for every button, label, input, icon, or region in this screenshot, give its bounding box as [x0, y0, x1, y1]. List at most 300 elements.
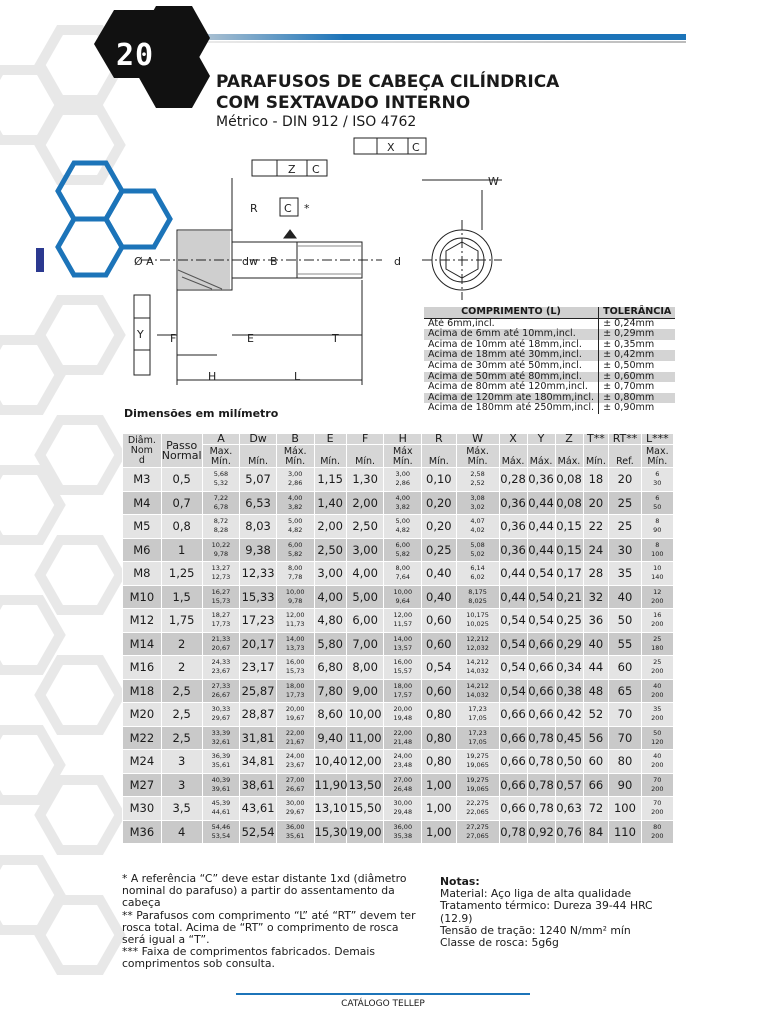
range-value: 200	[651, 831, 664, 840]
range-value: 17,23	[468, 728, 487, 737]
dimensions-table	[122, 433, 674, 844]
table-cell: 0,80	[422, 726, 456, 750]
table-cell: M8	[123, 562, 162, 586]
range-value: 29,67	[211, 714, 231, 723]
table-cell: 0,25	[555, 609, 583, 633]
table-cell: 8,03	[240, 515, 277, 539]
table-cell	[202, 656, 240, 680]
tolerance-value: ± 0,90mm	[599, 403, 676, 414]
table-cell: 15,33	[240, 585, 277, 609]
label-R: R	[250, 202, 258, 215]
tolerance-value: ± 0,80mm	[599, 393, 676, 404]
range-value: 15,57	[393, 667, 413, 676]
range-value: 23,67	[285, 761, 305, 770]
table-cell	[276, 515, 314, 539]
table-cell	[384, 515, 422, 539]
table-cell: 25	[609, 491, 641, 515]
range-value: 4,07	[470, 517, 485, 526]
table-cell: 84	[583, 820, 609, 844]
table-cell: 1,5	[161, 585, 202, 609]
table-cell: 12,00	[346, 750, 384, 774]
range-value: 53,54	[211, 831, 231, 840]
range-value: 4,82	[395, 526, 411, 535]
label-W: W	[488, 175, 499, 188]
table-cell	[384, 679, 422, 703]
column-subheader: Máx.	[499, 445, 527, 468]
range-value: 5,08	[470, 540, 485, 549]
column-subheader: Mín.	[583, 445, 609, 468]
range-value: 22,065	[466, 808, 489, 817]
range-value: 5,68	[213, 470, 229, 479]
table-cell: 31,81	[240, 726, 277, 750]
tolerance-value: ± 0,42mm	[599, 350, 676, 361]
table-cell	[276, 491, 314, 515]
table-cell: M3	[123, 468, 162, 492]
range-value: 4,02	[470, 526, 485, 535]
range-value: 35,38	[393, 831, 413, 840]
table-cell: 0,45	[555, 726, 583, 750]
range-value: 200	[651, 690, 664, 699]
table-cell: 2,5	[161, 726, 202, 750]
range-value: 9,78	[213, 549, 229, 558]
label-dw: dw	[242, 255, 258, 268]
range-value: 15,73	[285, 667, 305, 676]
table-cell	[202, 820, 240, 844]
table-row	[123, 750, 674, 774]
table-cell	[276, 468, 314, 492]
table-cell: 1,40	[314, 491, 346, 515]
table-cell: 25	[609, 515, 641, 539]
table-cell: 3,5	[161, 797, 202, 821]
column-subheader: Max. Mín.	[202, 445, 240, 468]
table-cell: 8,00	[346, 656, 384, 680]
range-value: 17,05	[468, 714, 487, 723]
range-value: 18,00	[393, 681, 413, 690]
table-cell	[202, 750, 240, 774]
table-cell: 0,29	[555, 632, 583, 656]
table-cell: 0,44	[527, 491, 555, 515]
table-cell: 0,78	[527, 773, 555, 797]
column-header: A	[202, 434, 240, 445]
range-value: 17,05	[468, 737, 487, 746]
range-value: 200	[651, 667, 664, 676]
table-cell: 0,66	[527, 703, 555, 727]
range-value: 3,00	[395, 470, 411, 479]
table-row	[123, 515, 674, 539]
label-A: Ø A	[134, 255, 154, 268]
table-cell: 0,60	[422, 632, 456, 656]
table-cell	[456, 726, 499, 750]
table-cell	[202, 632, 240, 656]
table-cell: 0,54	[527, 585, 555, 609]
table-row	[123, 609, 674, 633]
range-value: 9,78	[287, 596, 303, 605]
range-value: 5,00	[287, 517, 303, 526]
column-header: Z	[555, 434, 583, 445]
table-cell	[276, 703, 314, 727]
table-cell	[456, 797, 499, 821]
table-cell: 4	[161, 820, 202, 844]
table-cell	[641, 820, 673, 844]
range-value: 6,00	[287, 540, 303, 549]
range-value: 20,67	[211, 643, 231, 652]
table-cell: 0,7	[161, 491, 202, 515]
table-cell: 15,30	[314, 820, 346, 844]
table-cell	[456, 538, 499, 562]
range-value: 35,61	[285, 831, 305, 840]
range-value: 5,02	[470, 549, 485, 558]
range-value: 21,33	[211, 634, 231, 643]
range-value: 3,00	[287, 470, 303, 479]
header-accent-bar	[160, 34, 686, 40]
table-cell: 24	[583, 538, 609, 562]
table-cell: 0,78	[527, 726, 555, 750]
table-cell: 0,44	[499, 585, 527, 609]
table-cell	[641, 562, 673, 586]
range-value: 24,00	[393, 752, 413, 761]
table-cell: 0,20	[422, 491, 456, 515]
range-value: 18,00	[285, 681, 305, 690]
range-value: 6,02	[470, 573, 485, 582]
table-cell	[456, 656, 499, 680]
table-cell	[456, 750, 499, 774]
label-L: L	[294, 370, 301, 383]
table-row	[123, 703, 674, 727]
table-cell	[456, 468, 499, 492]
range-value: 35,61	[211, 761, 231, 770]
table-row	[123, 562, 674, 586]
table-cell	[384, 632, 422, 656]
range-value: 22,00	[393, 728, 413, 737]
range-value: 15,73	[211, 596, 231, 605]
column-subheader: Max. Mín.	[641, 445, 673, 468]
table-cell	[202, 703, 240, 727]
range-value: 200	[651, 761, 664, 770]
tolerance-length: Acima de 80mm até 120mm,incl.	[428, 381, 588, 393]
table-cell: 1,25	[161, 562, 202, 586]
tolerance-value: ± 0,29mm	[599, 329, 676, 340]
table-row	[123, 797, 674, 821]
range-value: 11,73	[285, 620, 305, 629]
table-cell	[276, 750, 314, 774]
table-cell: 0,66	[527, 679, 555, 703]
range-value: 200	[651, 784, 664, 793]
range-value: 4,82	[287, 526, 303, 535]
range-value: 39,61	[211, 784, 231, 793]
table-cell: 2,00	[314, 515, 346, 539]
column-header: W	[456, 434, 499, 445]
table-row	[123, 679, 674, 703]
table-cell: 34,81	[240, 750, 277, 774]
table-cell: 0,08	[555, 491, 583, 515]
tolerance-value: ± 0,35mm	[599, 340, 676, 351]
tolerance-length: Acima de 30mm até 50mm,incl.	[428, 359, 582, 371]
range-value: 12	[653, 587, 662, 596]
tolerance-value: ± 0,24mm	[599, 318, 676, 329]
table-cell: 0,44	[499, 562, 527, 586]
table-cell: 13,50	[346, 773, 384, 797]
range-value: 5,82	[287, 549, 303, 558]
table-cell: 36	[583, 609, 609, 633]
range-value: 14,032	[466, 690, 489, 699]
note-heat-treatment: Tratamento térmico: Dureza 39-44 HRC (12.9)	[440, 899, 653, 925]
column-subheader: Mín.	[422, 445, 456, 468]
table-cell: 0,54	[499, 632, 527, 656]
table-row	[123, 585, 674, 609]
range-value: 5,00	[395, 517, 411, 526]
label-Z: Z	[288, 163, 296, 176]
table-cell: 43,61	[240, 797, 277, 821]
range-value: 2,52	[470, 479, 485, 488]
table-cell: 66	[583, 773, 609, 797]
table-cell	[456, 515, 499, 539]
column-header: L***	[641, 434, 673, 445]
range-value: 6	[655, 493, 660, 502]
table-cell: 1,00	[422, 820, 456, 844]
range-value: 5,32	[213, 479, 229, 488]
range-value: 10,00	[393, 587, 413, 596]
table-cell: 1,75	[161, 609, 202, 633]
table-row	[123, 820, 674, 844]
range-value: 22,275	[466, 799, 489, 808]
table-cell	[384, 703, 422, 727]
table-cell: 13,10	[314, 797, 346, 821]
table-cell: 30	[609, 538, 641, 562]
table-cell	[384, 538, 422, 562]
table-row	[123, 538, 674, 562]
table-cell: 6,80	[314, 656, 346, 680]
label-C-ref: C	[284, 202, 292, 215]
table-cell: 7,00	[346, 632, 384, 656]
dimensions-title: Dimensões em milímetro	[124, 407, 279, 420]
table-cell	[202, 726, 240, 750]
range-value: 10,175	[466, 611, 489, 620]
footnotes	[122, 873, 422, 971]
table-cell: 9,40	[314, 726, 346, 750]
table-cell: 0,44	[527, 538, 555, 562]
range-value: 12,212	[466, 634, 489, 643]
range-value: 90	[653, 526, 662, 535]
range-value: 10,025	[466, 620, 489, 629]
range-value: 36,00	[285, 822, 305, 831]
table-cell: 0,66	[499, 773, 527, 797]
table-cell: 2	[161, 632, 202, 656]
table-cell: 4,00	[346, 562, 384, 586]
table-cell: 1,30	[346, 468, 384, 492]
table-cell: 0,54	[499, 679, 527, 703]
table-cell: 5,80	[314, 632, 346, 656]
table-cell: 40	[583, 632, 609, 656]
table-cell: 28	[583, 562, 609, 586]
range-value: 26,67	[211, 690, 231, 699]
table-cell: M16	[123, 656, 162, 680]
table-cell: 20,17	[240, 632, 277, 656]
range-value: 50	[653, 502, 662, 511]
table-cell	[456, 820, 499, 844]
table-cell	[276, 679, 314, 703]
table-cell	[456, 773, 499, 797]
range-value: 8,175	[468, 587, 487, 596]
table-cell	[276, 820, 314, 844]
table-cell: 0,80	[422, 750, 456, 774]
title-line-1: PARAFUSOS DE CABEÇA CILÍNDRICA	[216, 72, 560, 92]
tolerance-header-length: COMPRIMENTO (L)	[424, 307, 599, 318]
table-cell	[456, 679, 499, 703]
column-header: E	[314, 434, 346, 445]
footnote-2: ** Parafusos com comprimento “L” até “RT” devem ter rosca total. Acima de “RT” o comprimento de rosca será igual a “T”.	[122, 908, 416, 947]
range-value: 6,00	[395, 540, 411, 549]
page-number: 20	[115, 38, 155, 73]
table-cell: 2	[161, 656, 202, 680]
range-value: 16,27	[211, 587, 231, 596]
table-cell	[202, 609, 240, 633]
range-value: 27,275	[466, 822, 489, 831]
column-header: F	[346, 434, 384, 445]
table-cell	[641, 679, 673, 703]
table-cell: 110	[609, 820, 641, 844]
range-value: 180	[651, 643, 664, 652]
table-cell: 0,36	[499, 538, 527, 562]
table-cell: 35	[609, 562, 641, 586]
table-cell	[641, 726, 673, 750]
range-value: 25	[653, 634, 662, 643]
table-row	[123, 773, 674, 797]
table-cell	[384, 773, 422, 797]
table-cell: 5,00	[346, 585, 384, 609]
range-value: 70	[653, 799, 662, 808]
table-cell	[641, 632, 673, 656]
table-cell	[384, 750, 422, 774]
table-cell: 1,15	[314, 468, 346, 492]
table-cell: 0,36	[499, 515, 527, 539]
table-cell: 0,63	[555, 797, 583, 821]
range-value: 36,39	[211, 752, 231, 761]
table-cell: 0,54	[499, 609, 527, 633]
range-value: 24,33	[211, 658, 231, 667]
table-cell: 0,60	[422, 679, 456, 703]
table-cell: 0,80	[422, 703, 456, 727]
footer-line	[236, 993, 530, 995]
table-cell: M22	[123, 726, 162, 750]
range-value: 8,28	[213, 526, 229, 535]
table-cell: 11,00	[346, 726, 384, 750]
table-cell	[202, 491, 240, 515]
table-cell: 100	[609, 797, 641, 821]
table-cell	[456, 585, 499, 609]
table-cell: 0,40	[422, 585, 456, 609]
table-cell: M36	[123, 820, 162, 844]
range-value: 19,065	[466, 784, 489, 793]
table-cell	[456, 491, 499, 515]
table-cell: 6,00	[346, 609, 384, 633]
table-cell: M5	[123, 515, 162, 539]
table-cell: 0,50	[555, 750, 583, 774]
tolerance-value: ± 0,70mm	[599, 382, 676, 393]
range-value: 19,275	[466, 752, 489, 761]
table-cell: 0,66	[527, 656, 555, 680]
range-value: 7,78	[287, 573, 303, 582]
table-cell	[276, 632, 314, 656]
table-cell: 2,00	[346, 491, 384, 515]
table-cell: 60	[583, 750, 609, 774]
table-cell: 0,60	[422, 609, 456, 633]
table-cell: M4	[123, 491, 162, 515]
table-cell	[384, 609, 422, 633]
range-value: 30,00	[285, 799, 305, 808]
table-row	[123, 726, 674, 750]
table-cell	[641, 515, 673, 539]
table-cell	[202, 562, 240, 586]
column-subheader: Máx.	[527, 445, 555, 468]
tolerance-length: Acima de 6mm até 10mm,incl.	[424, 329, 599, 340]
range-value: 17,57	[393, 690, 413, 699]
range-value: 24,00	[285, 752, 305, 761]
range-value: 2,86	[395, 479, 411, 488]
range-value: 8,00	[395, 564, 411, 573]
footnote-3: *** Faixa de comprimentos fabricados. Demais comprimentos sob consulta.	[122, 945, 376, 971]
table-cell: 72	[583, 797, 609, 821]
range-value: 32,61	[211, 737, 231, 746]
range-value: 3,08	[470, 493, 485, 502]
table-cell: 0,54	[422, 656, 456, 680]
table-cell: 5,07	[240, 468, 277, 492]
table-cell: 0,54	[527, 609, 555, 633]
range-value: 20,00	[285, 705, 305, 714]
table-cell: 0,78	[527, 750, 555, 774]
label-T: T	[332, 332, 339, 345]
tolerance-value: ± 0,60mm	[599, 372, 676, 383]
column-subheader: Mín.	[346, 445, 384, 468]
table-cell: 0,36	[527, 468, 555, 492]
table-cell	[276, 609, 314, 633]
range-value: 40	[653, 752, 662, 761]
tolerance-length: Até 6mm,incl.	[428, 317, 495, 329]
table-cell: 1,00	[422, 773, 456, 797]
table-cell: M24	[123, 750, 162, 774]
table-cell: 0,8	[161, 515, 202, 539]
table-cell: 44	[583, 656, 609, 680]
table-cell: 80	[609, 750, 641, 774]
range-value: 50	[653, 728, 662, 737]
range-value: 200	[651, 808, 664, 817]
table-row	[123, 491, 674, 515]
note-tensile: Tensão de tração: 1240 N/mm² mín	[440, 923, 631, 937]
table-cell: 0,66	[499, 750, 527, 774]
range-value: 26,48	[393, 784, 413, 793]
table-cell: 15,50	[346, 797, 384, 821]
table-cell	[384, 491, 422, 515]
range-value: 27,065	[466, 831, 489, 840]
range-value: 200	[651, 596, 664, 605]
table-cell: 0,78	[499, 820, 527, 844]
tolerance-length: Acima de 50mm até 80mm,incl.	[424, 372, 599, 383]
range-value: 10	[653, 564, 662, 573]
notes-title: Notas:	[440, 875, 480, 888]
table-cell	[641, 797, 673, 821]
table-cell: 4,00	[314, 585, 346, 609]
range-value: 3,82	[287, 502, 303, 511]
table-cell: 40	[609, 585, 641, 609]
table-cell: 0,66	[499, 797, 527, 821]
table-cell: 48	[583, 679, 609, 703]
range-value: 13,73	[285, 643, 305, 652]
range-value: 100	[651, 549, 664, 558]
range-value: 27,00	[285, 775, 305, 784]
table-cell	[641, 773, 673, 797]
range-value: 22,00	[285, 728, 305, 737]
table-cell: 52,54	[240, 820, 277, 844]
table-cell: 2,50	[314, 538, 346, 562]
